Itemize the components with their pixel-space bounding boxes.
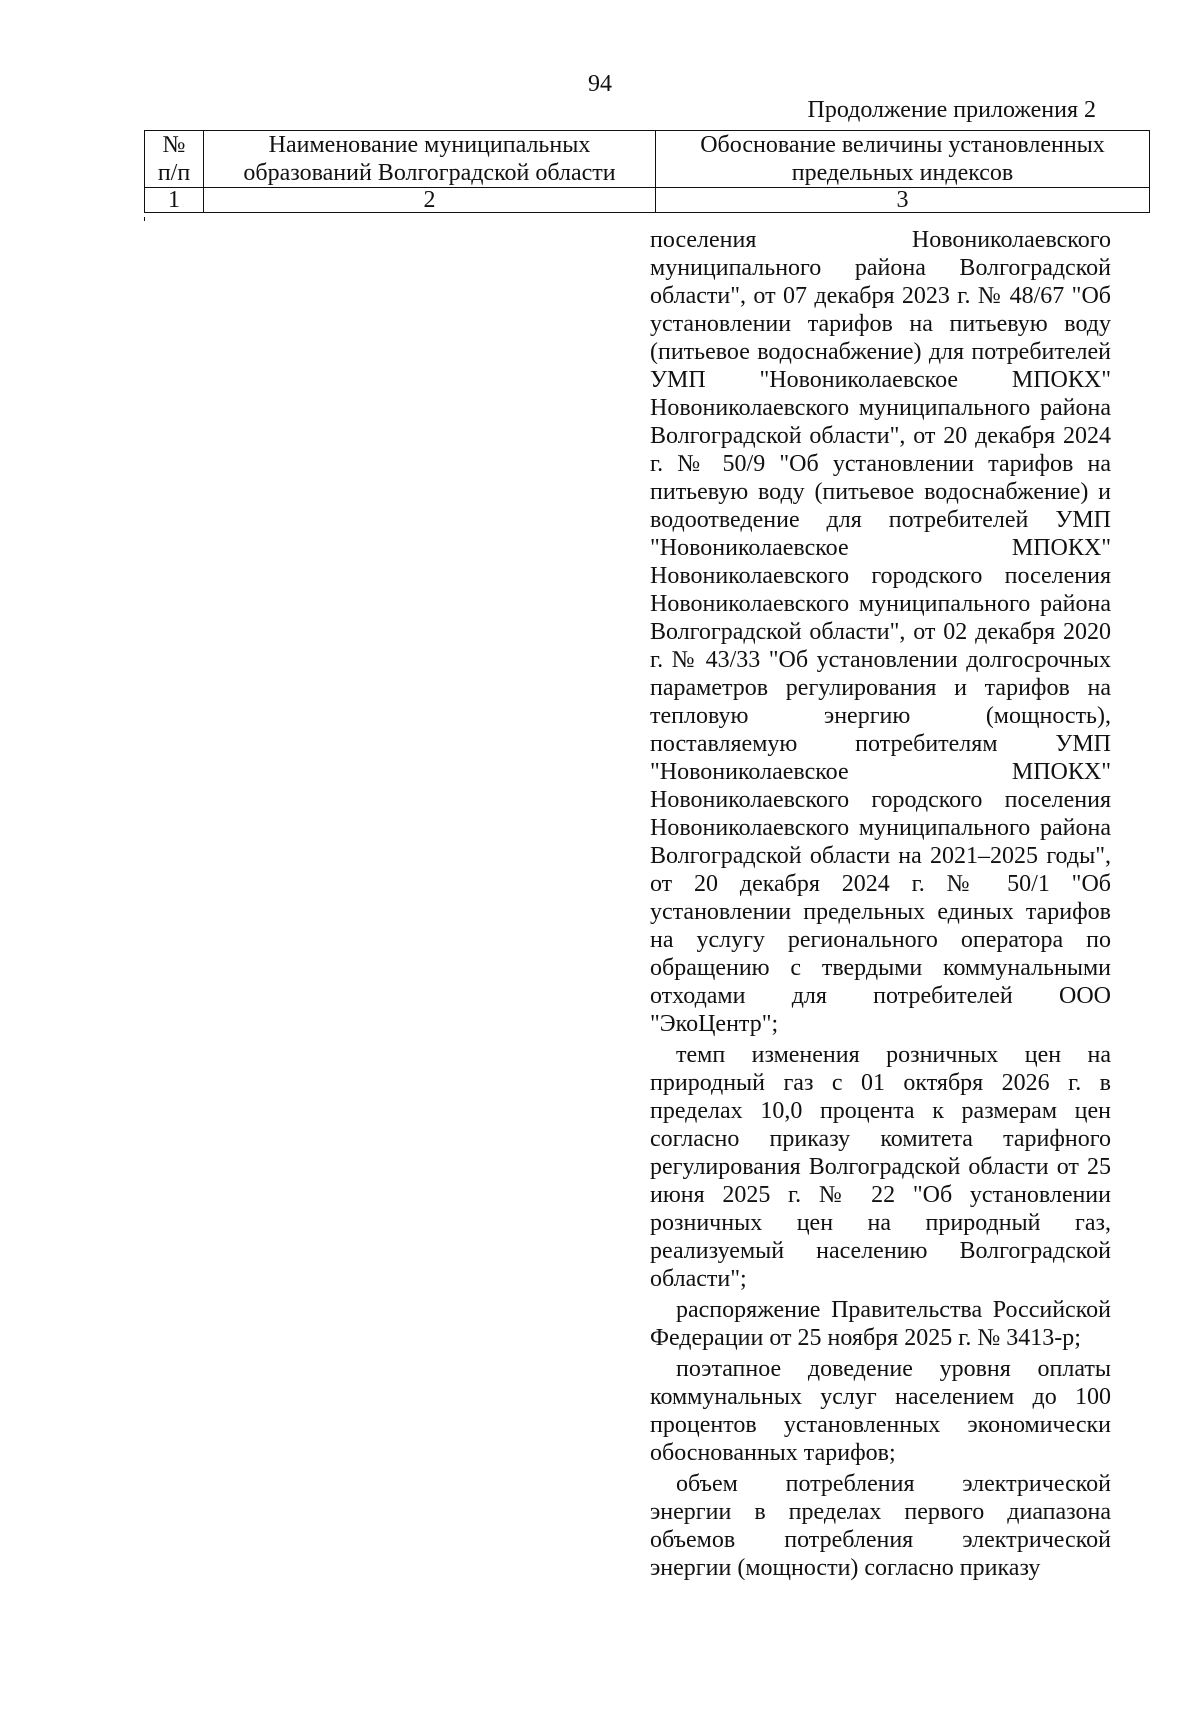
- page-number: 94: [588, 71, 612, 97]
- header-cell-number: [145, 131, 204, 188]
- header-row: [145, 131, 1150, 188]
- header-number-line-1: №: [162, 132, 186, 158]
- column-number-3: 3: [656, 188, 1150, 213]
- justification-column-text: [650, 226, 1111, 1582]
- header-municipality-line-1: Наименование муниципальных: [268, 132, 591, 158]
- justification-paragraph-5: объем потребления электрической энергии в пределах первого диапазона объемов потребления электрической энергии (мощности) согласно приказу: [650, 1471, 1111, 1581]
- column-number-2: 2: [204, 188, 656, 213]
- justification-paragraph-3: распоряжение Правительства Российской Федерации от 25 ноября 2025 г. № 3413-р;: [650, 1297, 1111, 1351]
- justification-paragraph-4: поэтапное доведение уровня оплаты коммунальных услуг населением до 100 процентов установленных экономически обоснованных тарифов;: [650, 1356, 1111, 1466]
- appendix-continuation-label: Продолжение приложения 2: [807, 97, 1096, 123]
- header-justification-line-2: предельных индексов: [791, 160, 1014, 186]
- table-left-edge-mark: [144, 217, 145, 221]
- justification-paragraph-1: поселения Новониколаевского муниципального района Волгоградской области", от 07 декабря 2023 г. № 48/67 "Об установлении тарифов на питьевую воду (питьевое водоснабжение) для потребителей УМП "Новониколаевское МПОКХ" Новониколаевского муниципального района Волгоградской области", от 20 декабря 2024 г. № 50/9 "Об установлении тарифов на питьевую воду (питьевое водоснабжение) и водоотведение для потребителей УМП "Новониколаевское МПОКХ" Новониколаевского городского поселения Новониколаевского муниципального района Волгоградской области", от 02 декабря 2020 г. № 43/33 "Об установлении долгосрочных параметров регулирования и тарифов на тепловую энергию (мощность), поставляемую потребителям УМП "Новониколаевское МПОКХ" Новониколаевского городского поселения Новониколаевского муниципального района Волгоградской области на 2021–2025 годы", от 20 декабря 2024 г. № 50/1 "Об установлении предельных единых тарифов на услугу регионального оператора по обращению с твердыми коммунальными отходами для потребителей ООО "ЭкоЦентр";: [650, 227, 1111, 1037]
- header-number-line-2: п/п: [157, 160, 191, 186]
- header-municipality-line-2: образований Волгоградской области: [243, 160, 616, 186]
- header-cell-municipality: [204, 131, 656, 188]
- header-justification-line-1: Обоснование величины установленных: [700, 132, 1105, 158]
- header-table: [144, 130, 1150, 213]
- header-cell-justification: [656, 131, 1150, 188]
- column-number-row: [145, 188, 1150, 213]
- column-number-1: 1: [145, 188, 204, 213]
- justification-paragraph-2: темп изменения розничных цен на природный газ с 01 октября 2026 г. в пределах 10,0 процента к размерам цен согласно приказу комитета тарифного регулирования Волгоградской области от 25 июня 2025 г. № 22 "Об установлении розничных цен на природный газ, реализуемый населению Волгоградской области";: [650, 1042, 1111, 1292]
